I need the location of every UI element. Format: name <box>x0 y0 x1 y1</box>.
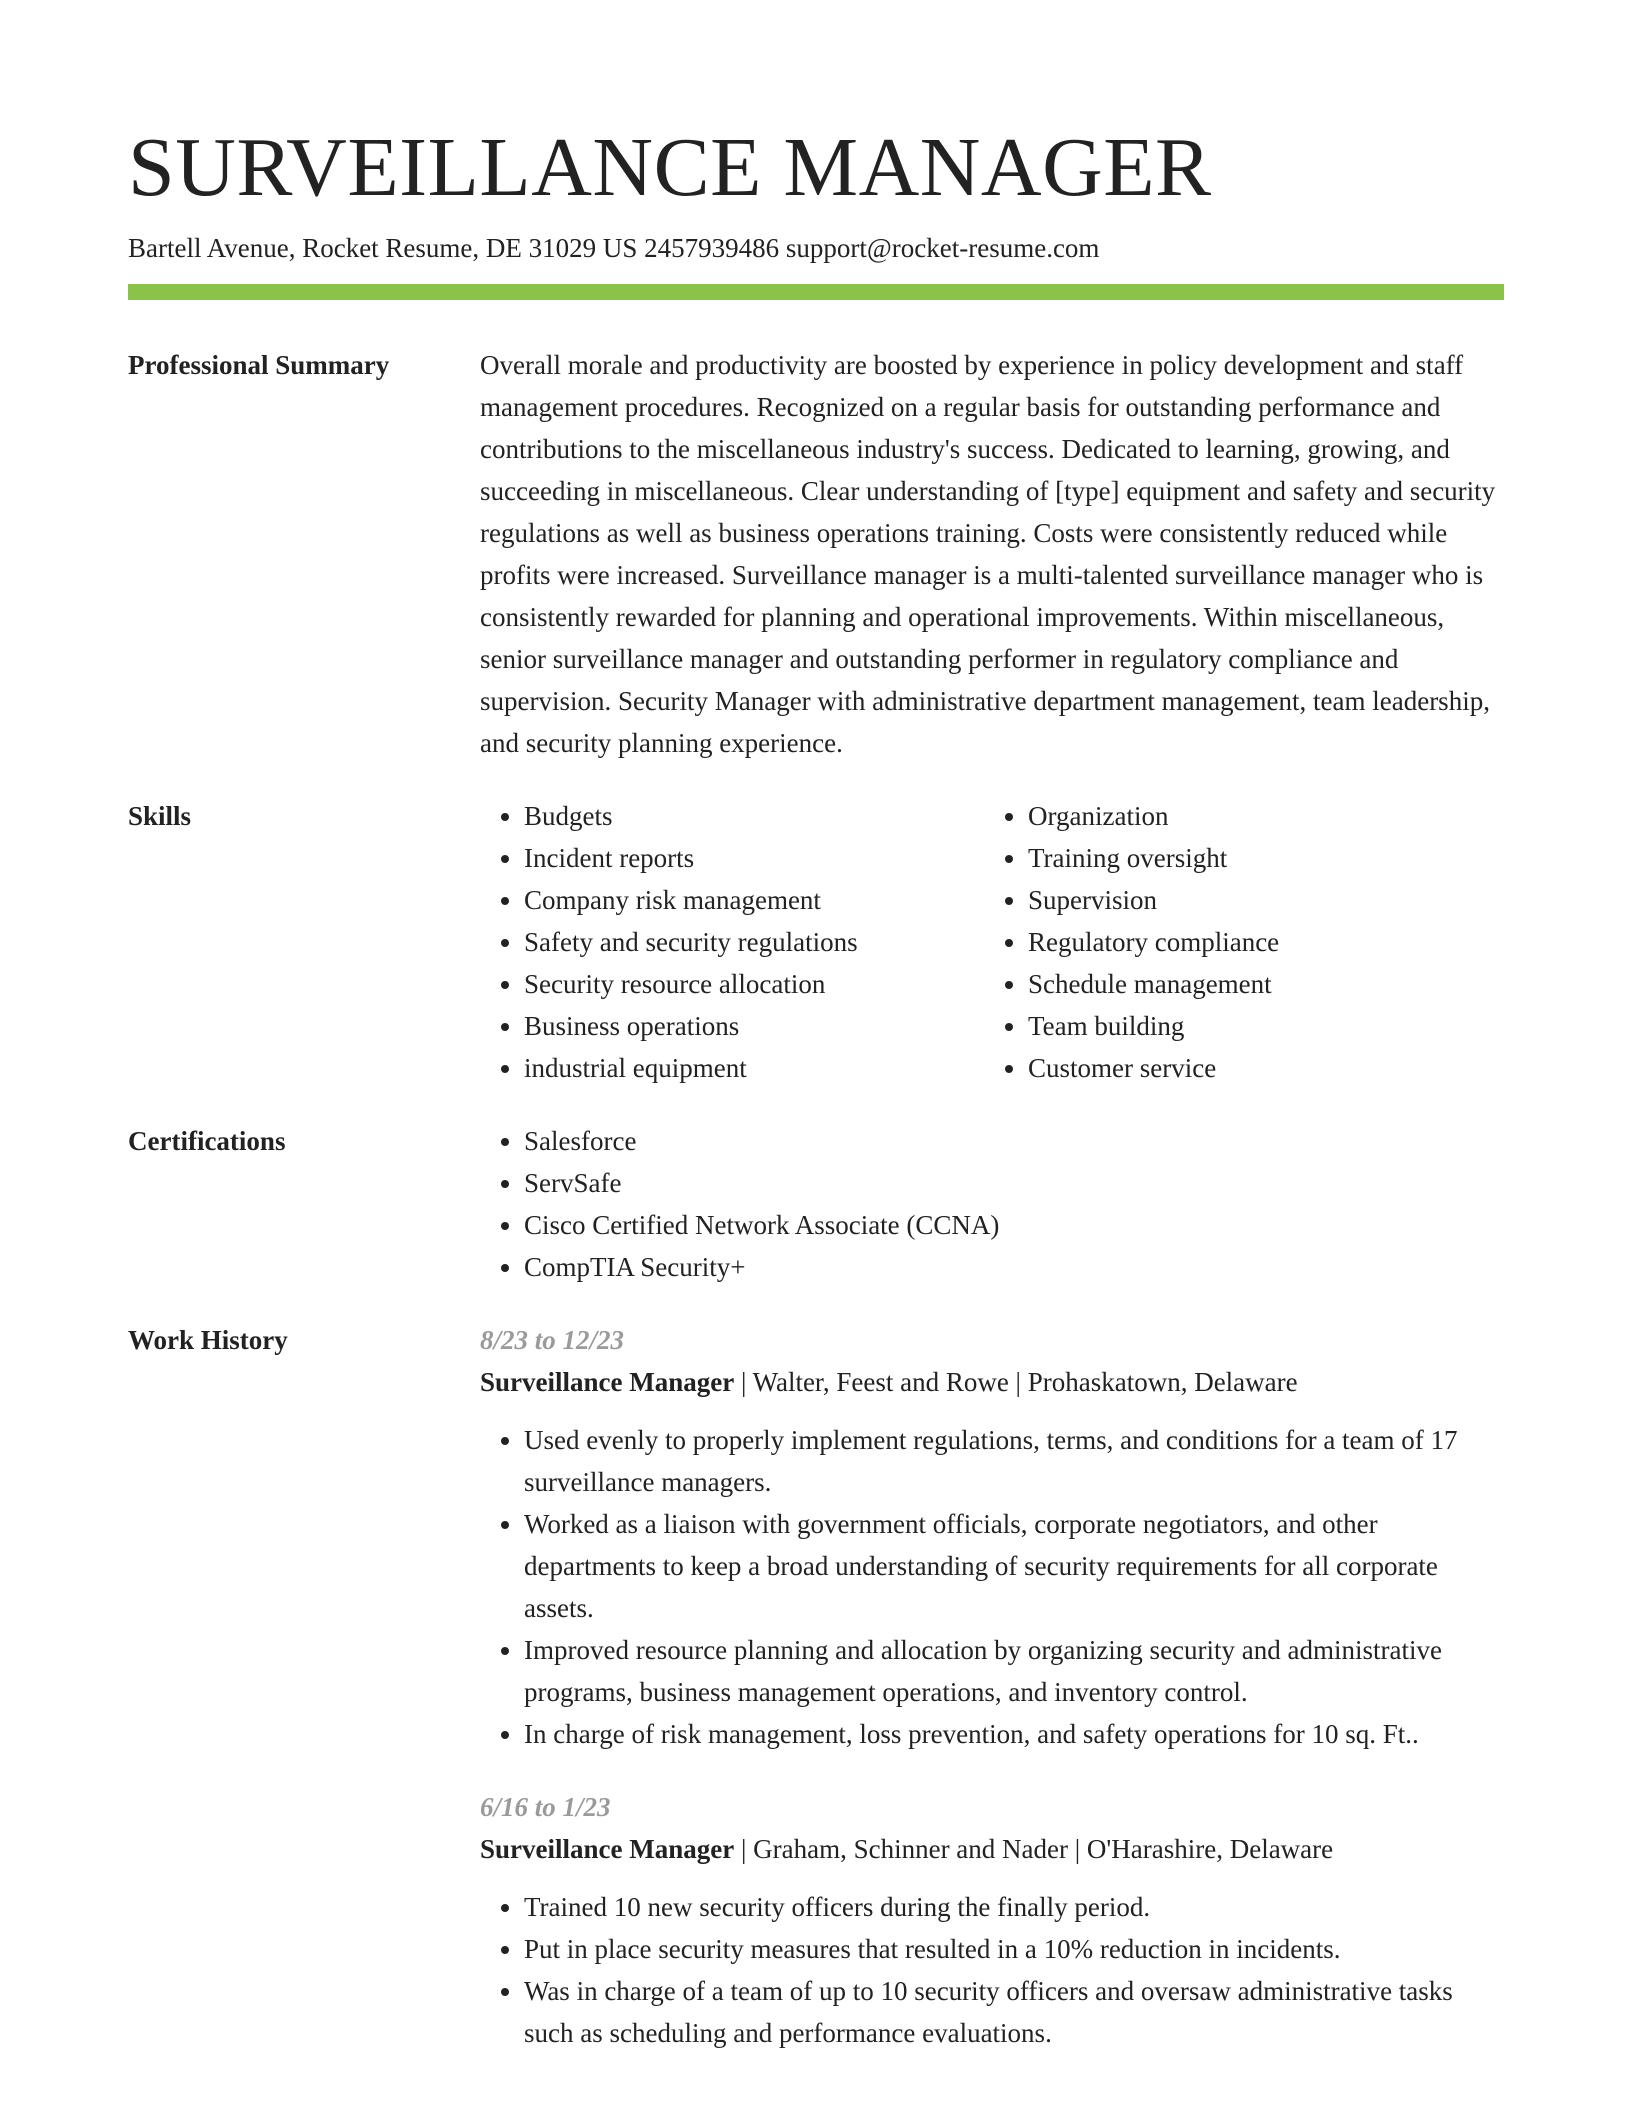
job-entry <box>480 1319 1504 1755</box>
job-bullet: • Put in place security measures that resulted in a 10% reduction in incidents. <box>524 1928 1504 1970</box>
job-bullet: • Used evenly to properly implement regulations, terms, and conditions for a team of 17 surveillance managers. <box>524 1419 1504 1503</box>
section-title-certifications: Certifications <box>128 1126 286 1156</box>
section-title-summary: Professional Summary <box>128 350 390 380</box>
summary-text: Overall morale and productivity are boosted by experience in policy development and staff management procedures. Recognized on a regular basis for outstanding performance and contributions to the miscellaneous industry's success. Dedicated to learning, growing, and succeeding in miscellaneous. Clear understanding of [type] equipment and safety and security regulations as well as business operations training. Costs were consistently reduced while profits were increased. Surveillance manager is a multi-talented surveillance manager who is consistently rewarded for planning and operational improvements. Within miscellaneous, senior surveillance manager and outstanding performer in regulatory compliance and supervision. Security Manager with administrative department management, team leadership, and security planning experience. <box>480 350 1496 758</box>
resume-name: SURVEILLANCE MANAGER <box>128 121 1212 214</box>
skill-item: • Incident reports <box>524 837 984 879</box>
contact-info: Bartell Avenue, Rocket Resume, DE 31029 US 2457939486 support@rocket-resume.com <box>128 233 1100 263</box>
skill-item: • Security resource allocation <box>524 963 984 1005</box>
job-heading <box>480 1828 1504 1870</box>
skill-item: • Business operations <box>524 1005 984 1047</box>
skill-item: • Organization <box>1028 795 1279 837</box>
job-details: | Graham, Schinner and Nader | O'Harashire, Delaware <box>734 1834 1334 1864</box>
job-dates: 6/16 to 1/23 <box>480 1792 611 1822</box>
job-dates: 8/23 to 12/23 <box>480 1325 625 1355</box>
certification-item: • Cisco Certified Network Associate (CCNA) <box>524 1204 1504 1246</box>
job-entry <box>480 1786 1504 2054</box>
skill-item: • Company risk management <box>524 879 984 921</box>
skill-item: • Regulatory compliance <box>1028 921 1279 963</box>
job-bullet-list <box>480 1419 1504 1755</box>
certifications-section <box>128 1120 1504 1288</box>
certification-item: • ServSafe <box>524 1162 1504 1204</box>
section-title-work-history: Work History <box>128 1325 288 1355</box>
certification-item: • CompTIA Security+ <box>524 1246 1504 1288</box>
job-bullet: • Trained 10 new security officers during the finally period. <box>524 1886 1504 1928</box>
skills-body <box>480 795 1504 1089</box>
summary-section <box>128 344 1504 764</box>
job-bullet: • In charge of risk management, loss prevention, and safety operations for 10 sq. Ft.. <box>524 1713 1504 1755</box>
job-details: | Walter, Feest and Rowe | Prohaskatown, Delaware <box>734 1367 1298 1397</box>
section-title-skills: Skills <box>128 801 192 831</box>
certifications-list <box>480 1120 1504 1288</box>
skill-item: • Schedule management <box>1028 963 1279 1005</box>
job-bullet: • Improved resource planning and allocation by organizing security and administrative programs, business management operations, and inventory control. <box>524 1629 1504 1713</box>
skills-list-right <box>984 795 1279 1089</box>
skill-item: • Customer service <box>1028 1047 1279 1089</box>
job-bullet-list <box>480 1886 1504 2054</box>
header-divider <box>128 284 1504 300</box>
work-history-section <box>128 1319 1504 2054</box>
job-heading <box>480 1361 1504 1403</box>
summary-body <box>480 344 1504 764</box>
work-history-body <box>480 1319 1504 2054</box>
job-bullet: • Worked as a liaison with government officials, corporate negotiators, and other departments to keep a broad understanding of security requirements for all corporate assets. <box>524 1503 1504 1629</box>
certifications-body <box>480 1120 1504 1288</box>
skill-item: • Team building <box>1028 1005 1279 1047</box>
skill-item: • Training oversight <box>1028 837 1279 879</box>
resume-page <box>128 0 1504 2054</box>
skills-section <box>128 795 1504 1089</box>
skill-item: • Budgets <box>524 795 984 837</box>
skill-item: • industrial equipment <box>524 1047 984 1089</box>
skills-list-left <box>480 795 984 1089</box>
certification-item: • Salesforce <box>524 1120 1504 1162</box>
skill-item: • Safety and security regulations <box>524 921 984 963</box>
job-title: Surveillance Manager <box>480 1834 735 1864</box>
skill-item: • Supervision <box>1028 879 1279 921</box>
job-bullet: • Was in charge of a team of up to 10 security officers and oversaw administrative tasks such as scheduling and performance evaluations. <box>524 1970 1504 2054</box>
job-title: Surveillance Manager <box>480 1367 735 1397</box>
